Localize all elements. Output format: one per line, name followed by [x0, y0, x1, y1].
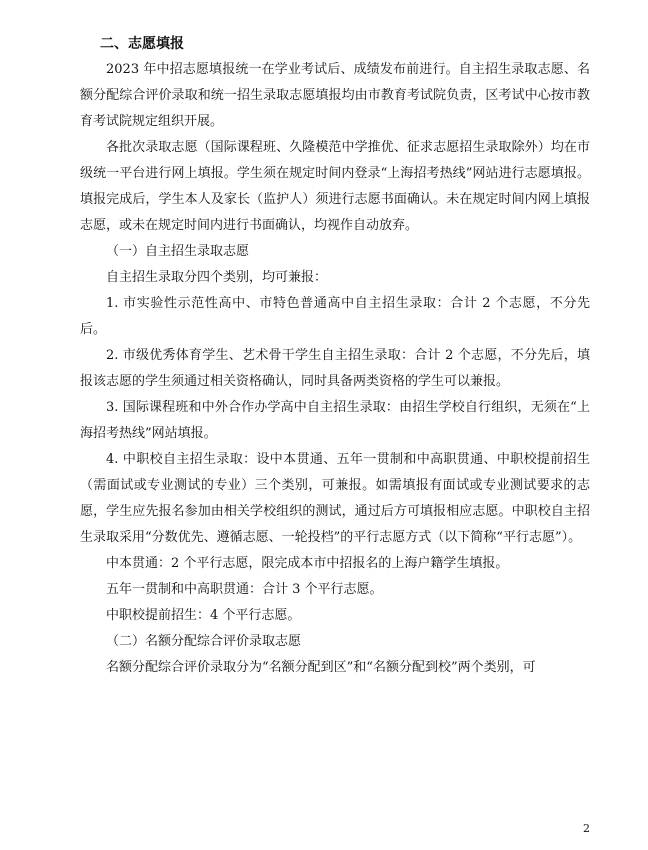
paragraph-quota-allocation: 名额分配综合评价录取分为“名额分配到区”和“名额分配到校”两个类别，可 [106, 660, 536, 675]
paragraph-self-enrollment-intro: 自主招生录取分四个类别，均可兼报： [106, 270, 328, 285]
page-number: 2 [583, 822, 590, 835]
list-item-2: 2. 市级优秀体育学生、艺术骨干学生自主招生录取：合计 2 个志愿，不分先后，填报该志愿的学生须通过相关资格确认，同时具备两类资格的学生可以兼报。 [80, 348, 590, 389]
list-item-1: 1. 市实验性示范性高中、市特色普通高中自主招生录取：合计 2 个志愿，不分先后。 [80, 296, 590, 337]
subheading-quota-allocation: （二）名额分配综合评价录取志愿 [106, 634, 302, 649]
list-item-4: 4. 中职校自主招生录取：设中本贯通、五年一贯制和中高职贯通、中职校提前招生（需面试或专业测试的专业）三个类别，可兼报。如需填报有面试或专业测试要求的志愿，学生应先报名参加由相关学校组织的测试，通过后方可填报相应志愿。中职校自主招生录取采用“分数优先、遵循志愿、一轮投档”的平行志愿方式（以下简称“平行志愿”）。 [80, 452, 590, 545]
paragraph-online-filing: 各批次录取志愿（国际课程班、久隆模范中学推优、征求志愿招生录取除外）均在市级统一平台进行网上填报。学生须在规定时间内登录“上海招考热线”网站进行志愿填报。填报完成后，学生本人及家长（监护人）须进行志愿书面确认。未在规定时间内网上填报志愿，或未在规定时间内进行书面确认，均视作自动放弃。 [80, 140, 590, 233]
subheading-self-enrollment: （一）自主招生录取志愿 [106, 244, 250, 259]
paragraph-five-year: 五年一贯制和中高职贯通：合计 3 个平行志愿。 [106, 582, 383, 597]
list-item-3: 3. 国际课程班和中外合作办学高中自主招生录取：由招生学校自行组织，无须在“上海招考热线”网站填报。 [80, 400, 590, 441]
document-body [80, 31, 590, 681]
paragraph-zhongben: 中本贯通：2 个平行志愿，限完成本市中招报名的上海户籍学生填报。 [106, 556, 509, 571]
section-heading: 二、志愿填报 [100, 36, 184, 52]
paragraph-schedule: 2023 年中招志愿填报统一在学业考试后、成绩发布前进行。自主招生录取志愿、名额分配综合评价录取和统一招生录取志愿填报均由市教育考试院负责，区考试中心按市教育考试院规定组织开展。 [80, 62, 590, 129]
paragraph-early-enrollment: 中职校提前招生：4 个平行志愿。 [106, 608, 301, 623]
